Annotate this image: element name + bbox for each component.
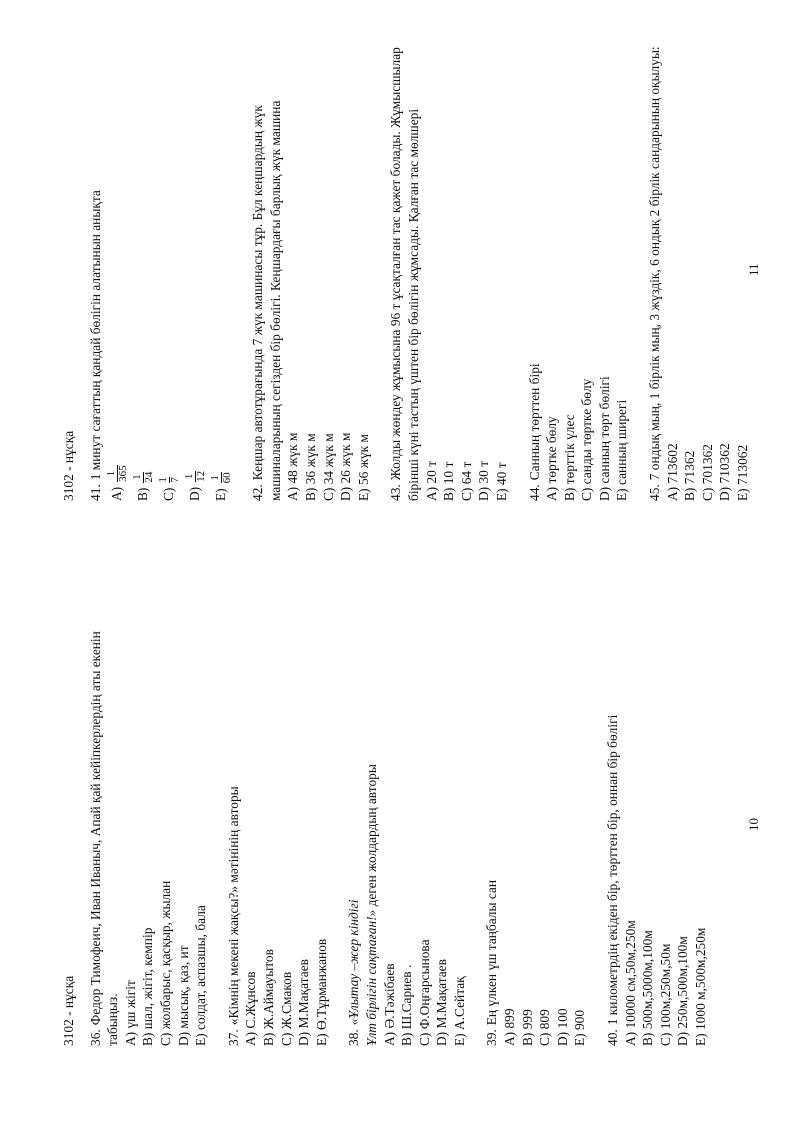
option-c: [156, 31, 182, 501]
question-text: деген жолдардың авторы: [363, 764, 379, 910]
option-e: E) 40 т: [493, 462, 509, 501]
option-c: C) 809: [537, 1009, 553, 1046]
question-number: 40.: [605, 1029, 621, 1046]
option-b: B) 10 т: [441, 461, 457, 501]
option-a: A) Ә.Тәжібаев: [381, 963, 397, 1046]
numerator: 1: [182, 473, 195, 480]
option-a: A) 48 жүк м: [285, 432, 301, 501]
option-c: C) Ж.Смаков: [278, 971, 294, 1046]
question-text: 1 минут сағаттың қандай бөлігін алатынын анықта: [87, 190, 103, 481]
option-b: B) 36 жүк м: [302, 433, 318, 501]
option-e: E) А.Сейтақ: [451, 976, 467, 1046]
question-39: [483, 576, 589, 1046]
fraction: [210, 472, 233, 483]
option-d: D) 710362: [717, 443, 733, 501]
question-number: 41.: [87, 484, 103, 501]
option-c: C) 34 жүк м: [320, 433, 336, 501]
numerator: 1: [208, 475, 221, 481]
page-number: 11: [746, 263, 761, 276]
question-text: Ең үлкен үш таңбалы сан: [484, 879, 500, 1026]
option-a: A) 713602: [664, 443, 680, 501]
numerator: 1: [130, 474, 143, 480]
question-number: 45.: [647, 484, 663, 501]
option-b: B) Ж.Аймауытов: [260, 949, 276, 1046]
option-c: C) санды төртке бөлу: [579, 378, 595, 501]
question-number: 37.: [225, 1029, 241, 1046]
option-b: B) 999: [519, 1009, 535, 1046]
option-a: A) төртке бөлу: [544, 416, 560, 501]
question-text: Санның төрттен бірі: [526, 363, 542, 481]
denominator: 365: [116, 465, 129, 482]
option-d: D) 26 жүк м: [338, 432, 354, 501]
question-text: Кеңшар автотұрағында 7 жүк машинасы тұр. Бұл кеңшардың жүк машиналарының сегізден бір бөлігі. Кеңшардағы барлық жүк машина: [250, 100, 283, 501]
option-d: D) санның төрт бөлігі: [596, 376, 612, 501]
option-b: [130, 31, 156, 501]
question-number: 38.: [346, 1029, 362, 1046]
question-41: [87, 31, 235, 501]
option-letter: D): [187, 486, 203, 501]
option-a: A) үш жігіт: [122, 980, 138, 1046]
left-page: [60, 576, 725, 1046]
denominator: 7: [168, 477, 181, 483]
question-42: [249, 31, 372, 501]
question-45: [646, 31, 752, 501]
option-b: B) Ш.Сариев .: [399, 964, 415, 1046]
denominator: 24: [142, 471, 155, 483]
option-c: C) Ф.Оңғарсынова: [416, 939, 432, 1046]
option-e: E) 713062: [735, 444, 751, 501]
option-d: D) М.Мақатаев: [296, 959, 312, 1046]
option-c: C) жолбарыс, қасқыр, жылан: [157, 880, 173, 1046]
option-letter: B): [135, 487, 151, 501]
question-43: [387, 31, 510, 501]
option-d: [182, 31, 208, 501]
option-c: C) 100м,250м,50м: [657, 943, 673, 1046]
question-text: 7 ондық мың, 1 бірлік мың, 3 жүздік, 6 ондық 2 бірлік сандарының оқылуы:: [647, 46, 663, 481]
option-a: [104, 31, 130, 501]
question-number: 42.: [250, 484, 266, 501]
option-e: E) Ө.Тұрманжанов: [313, 938, 329, 1046]
page-number: 10: [746, 818, 761, 831]
denominator: 60: [220, 472, 233, 484]
fraction: [106, 465, 129, 482]
question-text: Федор Тимофеич, Иван Иваныч, Апай қай кейіпкерлердің аты екенін табыңыз.: [87, 631, 121, 1046]
option-letter: E): [213, 488, 229, 501]
fraction: [184, 471, 207, 482]
fraction: [158, 477, 181, 483]
question-text: «Кімнің мекені жақсы?» мәтінінің авторы: [225, 786, 241, 1026]
question-37: [225, 576, 331, 1046]
question-36: [87, 576, 210, 1046]
option-b: B) төрттік үлес: [561, 414, 577, 501]
variant-label: 3102 - нұсқа: [61, 975, 76, 1046]
question-number: 43.: [388, 484, 404, 501]
fraction: [132, 472, 155, 483]
option-e: E) солдат, аспазшы, бала: [193, 905, 209, 1046]
question-38: [345, 576, 468, 1046]
question-number: 44.: [526, 484, 542, 501]
option-e: E) санның ширегі: [614, 399, 630, 501]
question-number: 36.: [87, 1029, 103, 1046]
option-a: A) 10000 см,50м,250м: [622, 920, 638, 1046]
option-d: D) 100: [554, 1008, 570, 1046]
option-letter: C): [161, 487, 177, 501]
option-e: E) 1000 м,500м,250м: [693, 927, 708, 1046]
option-e: E) 900: [572, 1009, 588, 1046]
question-44: [526, 31, 632, 501]
option-a: A) 899: [502, 1008, 518, 1046]
option-b: B) шал, жігіт, кемпір: [140, 927, 156, 1046]
variant-label: 3102 - нұсқа: [61, 430, 76, 501]
option-c: C) 64 т: [458, 461, 474, 501]
option-b: B) 71362: [682, 450, 698, 501]
poem-quote-line2: Ұлт бірлігін сақтаған!»: [363, 909, 379, 1046]
numerator: 1: [104, 470, 117, 477]
option-c: C) 701362: [699, 444, 715, 501]
option-e: [208, 31, 234, 501]
question-40: [604, 576, 710, 1046]
option-d: D) 250м,500м,100м: [675, 936, 691, 1046]
option-b: B) 500м,5000м,100м: [640, 930, 656, 1046]
numerator: 1: [156, 477, 169, 483]
option-e: E) 56 жүк м: [355, 434, 371, 501]
right-page: [60, 31, 767, 501]
option-letter: A): [109, 486, 125, 501]
question-number: 39.: [484, 1029, 500, 1046]
option-d: D) М.Мақатаев: [434, 959, 450, 1046]
question-text: 1 километрдің екіден бір, төрттен бір, оннан бір бөлігі: [605, 714, 621, 1026]
question-text: Жолды жөндеу жұмысына 96 т ұсақталған тас қажет болады. Жұмысшылар бірінші күні тастың үштен бір бөлігін жұмсады. Қалған тас мөлшері: [388, 47, 421, 501]
denominator: 12: [194, 470, 207, 482]
option-d: D) 30 т: [476, 460, 492, 501]
option-a: A) 20 т: [423, 460, 439, 501]
poem-quote-line1: «Ұлытау –жер кіндігі: [346, 899, 362, 1026]
option-a: A) С.Жұнсов: [243, 971, 259, 1046]
option-d: D) мысық, қаз, ит: [175, 945, 191, 1046]
